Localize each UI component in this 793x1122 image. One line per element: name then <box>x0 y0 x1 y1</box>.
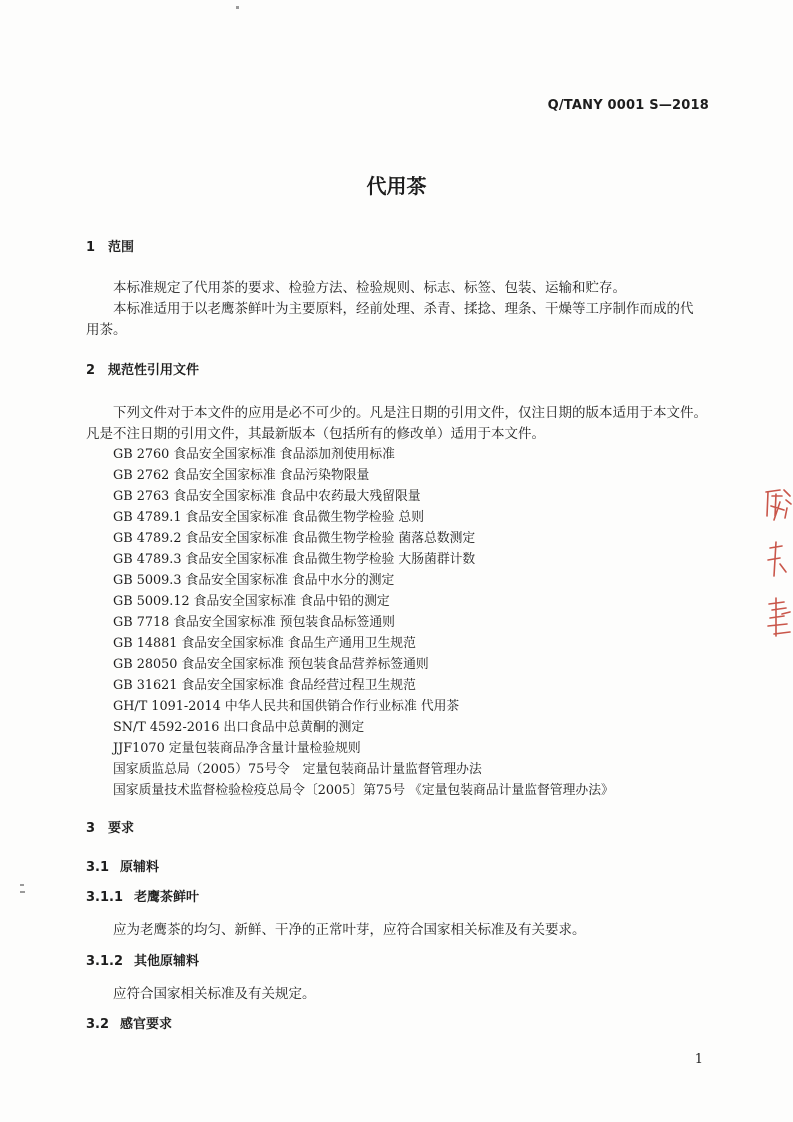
section-3-2-heading <box>86 1013 172 1032</box>
section-title: 老鹰茶鲜叶 <box>134 890 200 905</box>
section-title: 范围 <box>108 240 135 255</box>
reference-item: 国家质监总局（2005）75号令 定量包装商品计量监督管理办法 <box>113 762 482 777</box>
reference-item: SN/T 4592-2016 出口食品中总黄酮的测定 <box>113 720 365 735</box>
section-title: 规范性引用文件 <box>108 363 200 378</box>
section-3-1-1-heading <box>86 886 199 905</box>
section-title: 原辅料 <box>120 860 160 875</box>
reference-item: GB 31621 食品安全国家标准 食品经营过程卫生规范 <box>113 678 416 693</box>
section-number: 3.2 <box>86 1017 110 1032</box>
reference-item: GB 7718 食品安全国家标准 预包装食品标签通则 <box>113 615 395 630</box>
page-number: 1 <box>694 1052 703 1067</box>
reference-item: GB 2760 食品安全国家标准 食品添加剂使用标准 <box>113 447 395 462</box>
reference-item: GB 5009.12 食品安全国家标准 食品中铅的测定 <box>113 594 390 609</box>
section-number: 2 <box>86 363 96 378</box>
section-3-1-2-text: 应符合国家相关标准及有关规定。 <box>113 986 316 1002</box>
reference-item: GB 28050 食品安全国家标准 预包装食品营养标签通则 <box>113 657 429 672</box>
scope-paragraph-2-line-1: 本标准适用于以老鹰茶鲜叶为主要原料，经前处理、杀青、揉捻、理条、干燥等工序制作而成的代 <box>113 301 694 317</box>
section-number: 1 <box>86 240 96 255</box>
scope-paragraph-2-line-2: 用茶。 <box>86 322 127 338</box>
reference-item: GB 4789.3 食品安全国家标准 食品微生物学检验 大肠菌群计数 <box>113 552 476 567</box>
scan-speck <box>20 884 24 886</box>
section-number: 3.1 <box>86 860 110 875</box>
reference-item: GB 14881 食品安全国家标准 食品生产通用卫生规范 <box>113 636 416 651</box>
reference-item: GB 5009.3 食品安全国家标准 食品中水分的测定 <box>113 573 395 588</box>
reference-item: GB 2763 食品安全国家标准 食品中农药最大残留限量 <box>113 489 421 504</box>
reference-item: GH/T 1091-2014 中华人民共和国供销合作行业标准 代用茶 <box>113 699 460 714</box>
reference-item: GB 2762 食品安全国家标准 食品污染物限量 <box>113 468 370 483</box>
references-intro-line-1: 下列文件对于本文件的应用是必不可少的。凡是注日期的引用文件，仅注日期的版本适用于本文件。 <box>113 405 707 421</box>
section-3-1-1-text: 应为老鹰茶的均匀、新鲜、干净的正常叶芽，应符合国家相关标准及有关要求。 <box>113 922 586 938</box>
section-3-1-2-heading <box>86 950 199 969</box>
section-number: 3.1.2 <box>86 954 124 969</box>
reference-item: 国家质量技术监督检验检疫总局令〔2005〕第75号 《定量包装商品计量监督管理办法》 <box>113 783 614 798</box>
document-title: 代用茶 <box>366 174 427 198</box>
section-title: 要求 <box>108 821 135 836</box>
reference-item: JJF1070 定量包装商品净含量计量检验规则 <box>113 741 361 756</box>
section-title: 感官要求 <box>120 1017 173 1032</box>
references-intro-line-2: 凡是不注日期的引用文件，其最新版本（包括所有的修改单）适用于本文件。 <box>86 426 545 442</box>
reference-item: GB 4789.2 食品安全国家标准 食品微生物学检验 菌落总数测定 <box>113 531 476 546</box>
standard-code: Q/TANY 0001 S—2018 <box>547 98 709 113</box>
section-3-heading <box>86 817 134 836</box>
scope-paragraph-1: 本标准规定了代用茶的要求、检验方法、检验规则、标志、标签、包装、运输和贮存。 <box>113 280 626 296</box>
seal-stamp <box>760 486 793 656</box>
section-title: 其他原辅料 <box>134 954 200 969</box>
section-1-heading <box>86 236 134 255</box>
section-number: 3.1.1 <box>86 890 124 905</box>
reference-item: GB 4789.1 食品安全国家标准 食品微生物学检验 总则 <box>113 510 425 525</box>
scan-speck <box>236 6 239 9</box>
section-3-1-heading <box>86 856 159 875</box>
section-number: 3 <box>86 821 96 836</box>
scan-speck <box>20 891 25 893</box>
section-2-heading <box>86 359 199 378</box>
